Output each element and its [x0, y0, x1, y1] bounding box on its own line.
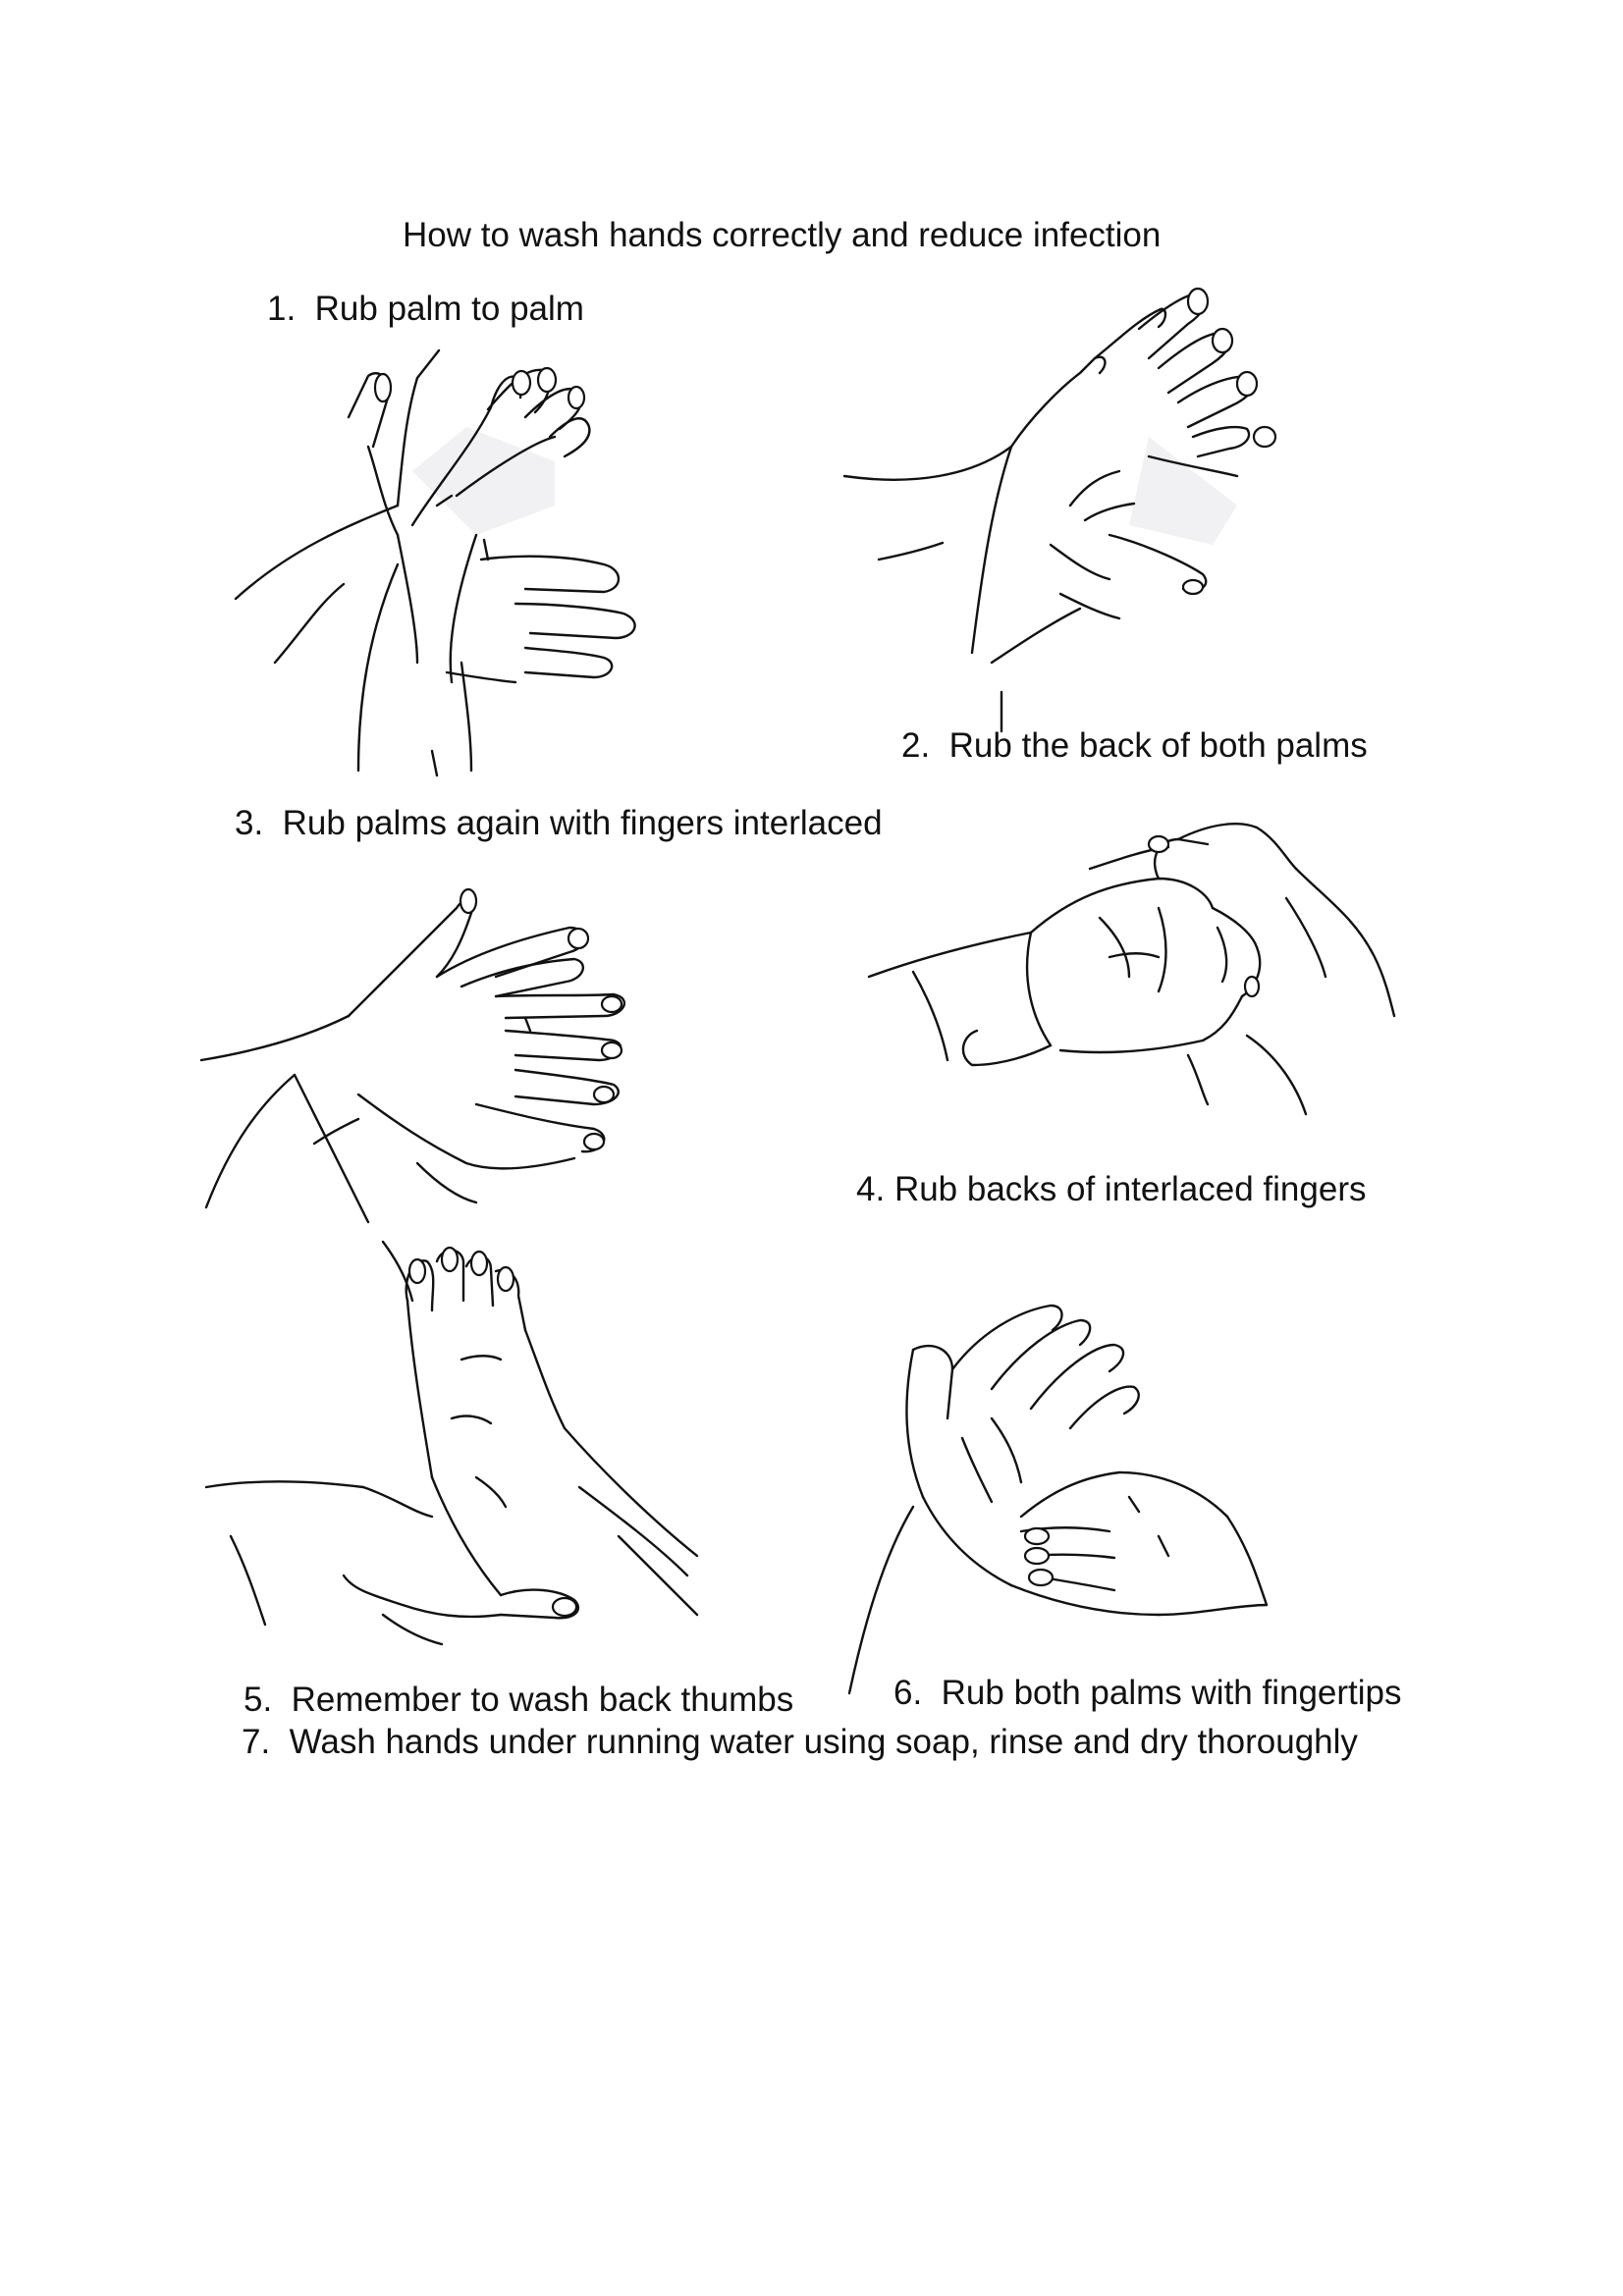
step-4-caption: [856, 1172, 1366, 1206]
step-4-number: 4.: [856, 1170, 886, 1208]
step-7-caption: [242, 1725, 1358, 1759]
step-1-number: 1.: [267, 290, 297, 328]
hands-thumbs-icon: [206, 1242, 756, 1654]
step-5-number: 5.: [243, 1681, 273, 1719]
step-7-number: 7.: [242, 1723, 271, 1761]
step-3-caption: [235, 806, 883, 840]
page-title: How to wash hands correctly and reduce infection: [403, 216, 1162, 254]
step-5-caption: [243, 1682, 793, 1717]
hands-backs-of-fingers-icon: [864, 810, 1414, 1153]
step-2-caption: [901, 728, 1368, 763]
step-6-number: 6.: [893, 1674, 923, 1712]
step-2-text: Rub the back of both palms: [948, 726, 1368, 765]
step-5-text: Remember to wash back thumbs: [291, 1681, 794, 1719]
step-6-caption: [893, 1676, 1402, 1710]
step-3-number: 3.: [235, 804, 264, 842]
step-7-text: Wash hands under running water using soap, rinse and dry thoroughly: [289, 1723, 1358, 1761]
hands-palm-to-palm-icon: [231, 339, 761, 780]
hands-fingertips-icon: [844, 1291, 1355, 1693]
hands-back-of-palms-icon: [825, 280, 1355, 721]
hands-fingers-interlaced-icon: [201, 869, 712, 1301]
step-2-number: 2.: [901, 726, 931, 765]
step-1-text: Rub palm to palm: [314, 290, 584, 328]
step-6-text: Rub both palms with fingertips: [941, 1674, 1402, 1712]
step-3-text: Rub palms again with fingers interlaced: [282, 804, 883, 842]
step-1-caption: [267, 292, 584, 326]
step-4-text: Rub backs of interlaced fingers: [893, 1170, 1367, 1208]
